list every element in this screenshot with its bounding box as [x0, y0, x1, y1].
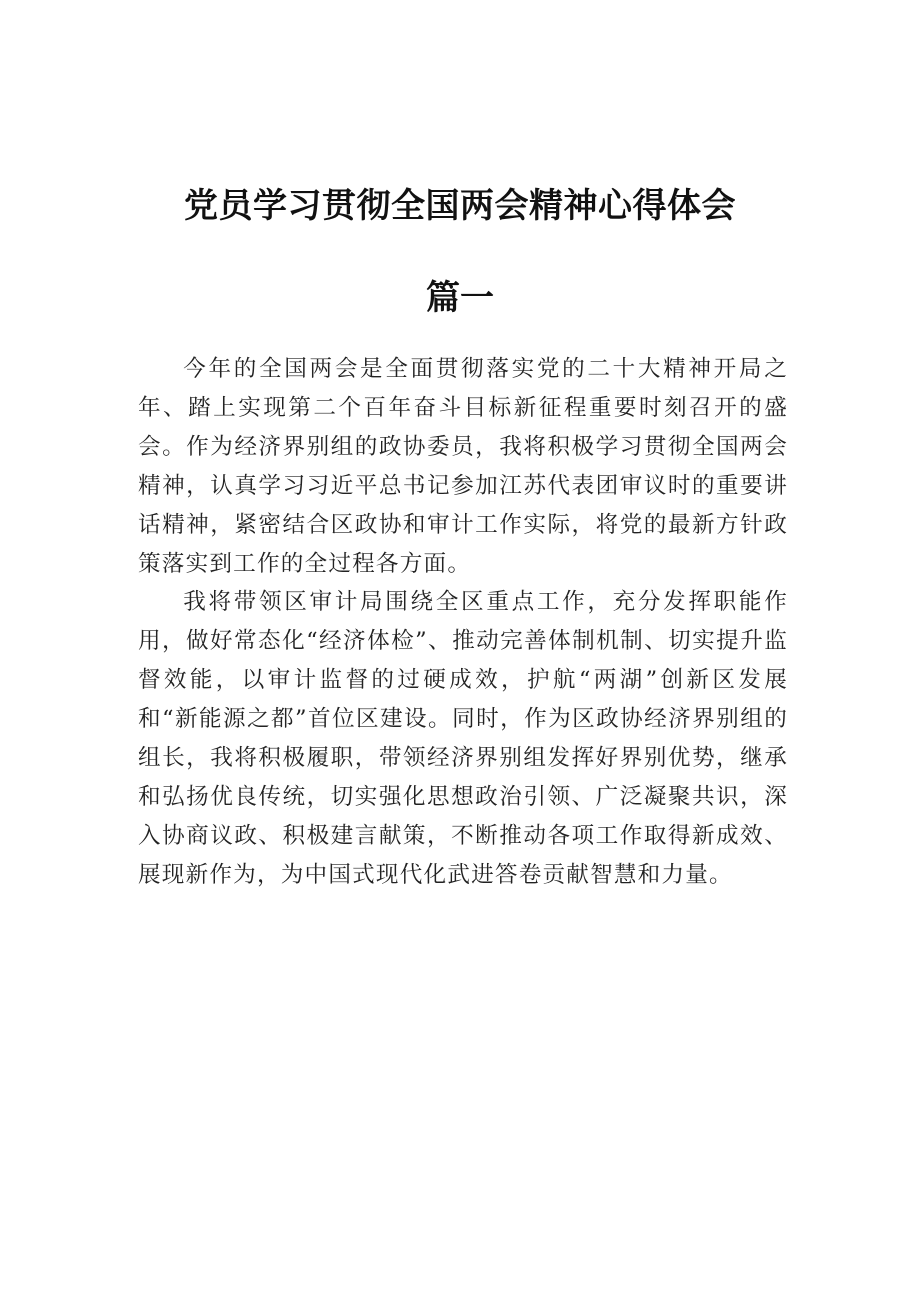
paragraph-1: 今年的全国两会是全面贯彻落实党的二十大精神开局之年、踏上实现第二个百年奋斗目标新征程重要时刻召开的盛会。作为经济界别组的政协委员，我将积极学习贯彻全国两会精神，认真学习习近平总书记参加江苏代表团审议时的重要讲话精神，紧密结合区政协和审计工作实际，将党的最新方针政策落实到工作的全过程各方面。	[138, 356, 788, 577]
document-subtitle: 篇一	[426, 278, 494, 318]
document-title: 党员学习贯彻全国两会精神心得体会	[184, 186, 736, 226]
paragraph-2: 我将带领区审计局围绕全区重点工作，充分发挥职能作用，做好常态化“经济体检”、推动完善体制机制、切实提升监督效能，以审计监督的过硬成效，护航“两湖”创新区发展和“新能源之都”首位区建设。同时，作为区政协经济界别组的组长，我将积极履职，带领经济界别组发挥好界别优势，继承和弘扬优良传统，切实强化思想政治引领、广泛凝聚共识，深入协商议政、积极建言献策，不断推动各项工作取得新成效、展现新作为，为中国式现代化武进答卷贡献智慧和力量。	[138, 589, 788, 888]
document-body	[138, 350, 788, 895]
